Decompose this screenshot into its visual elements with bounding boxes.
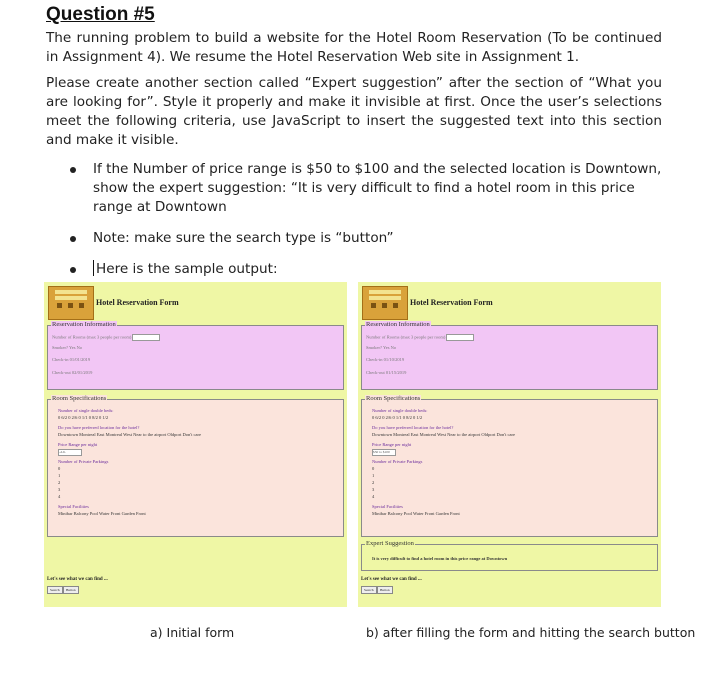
room-specs-fieldset xyxy=(361,395,658,537)
list-item: Here is the sample output: xyxy=(66,260,666,279)
rooms-input[interactable] xyxy=(446,334,474,341)
location-label: Do you have preferred location for the hotel? xyxy=(58,425,140,430)
parking-option[interactable]: 2 xyxy=(58,480,61,485)
beds-options[interactable]: 0 6/2 0 2/6 0 1/1 0 8/2 0 1/2 xyxy=(58,415,109,420)
facilities-options[interactable]: Minibar Balcony Pool Water Front Garden Front xyxy=(372,511,460,516)
search-button[interactable]: Search xyxy=(361,586,377,594)
lets-see-heading: Let's see what we can find ... xyxy=(361,577,422,582)
price-select[interactable]: -All- xyxy=(58,449,82,456)
parking-label: Number of Private Parkings xyxy=(372,459,423,464)
sample-screenshot-initial xyxy=(44,282,347,607)
checkout-row: Check-out 02/01/2019 xyxy=(52,370,93,375)
caption-after-search: b) after filling the form and hitting the search button xyxy=(366,625,696,640)
reservation-fieldset xyxy=(47,321,344,390)
rooms-row: Number of Rooms (max 3 people per room) xyxy=(366,334,474,341)
expert-suggestion-fieldset xyxy=(361,540,658,571)
reservation-legend: Reservation Information xyxy=(52,321,116,328)
rooms-row: Number of Rooms (max 3 people per room) xyxy=(52,334,160,341)
list-item: If the Number of price range is $50 to $100 and the selected location is Downtown, show the expert suggestion: “It is very difficult to find a hotel room in this price range at Downtown xyxy=(66,160,666,217)
expert-suggestion-legend: Expert Suggestion xyxy=(366,540,414,547)
plain-button[interactable]: Button xyxy=(63,586,79,594)
room-specs-fieldset xyxy=(47,395,344,537)
checkin-row: Check-in 01/10/2019 xyxy=(366,357,405,362)
price-label: Price Range per night xyxy=(372,442,412,447)
lets-see-heading: Let's see what we can find ... xyxy=(47,577,108,582)
location-options[interactable]: Downtown Montreal East Montreal West Near to the airport Oldport Don't care xyxy=(58,432,201,437)
caption-initial-form: a) Initial form xyxy=(150,625,235,640)
checkout-row: Check-out 01/15/2019 xyxy=(366,370,407,375)
facilities-label: Special Facilities xyxy=(372,504,403,509)
price-label: Price Range per night xyxy=(58,442,98,447)
beds-options[interactable]: 0 6/2 0 2/6 0 1/1 0 8/2 0 1/2 xyxy=(372,415,423,420)
search-button[interactable]: Search xyxy=(47,586,63,594)
sample-screenshot-result xyxy=(358,282,661,607)
beds-label: Number of single double beds: xyxy=(372,408,428,413)
parking-option[interactable]: 3 xyxy=(58,487,61,492)
bullet-icon xyxy=(70,236,76,242)
expert-suggestion-text: It is very difficult to find a hotel room in this price range at Downtown xyxy=(372,556,508,561)
checkin-row: Check-in 01/01/2019 xyxy=(52,357,91,362)
parking-option[interactable]: 2 xyxy=(372,480,375,485)
list-item: Note: make sure the search type is “button” xyxy=(66,229,666,248)
form-title: Hotel Reservation Form xyxy=(410,298,493,307)
requirements-list xyxy=(66,160,666,291)
parking-option[interactable]: 1 xyxy=(372,473,375,478)
hotel-logo-icon xyxy=(362,286,408,320)
reservation-legend: Reservation Information xyxy=(366,321,430,328)
text-cursor xyxy=(93,260,94,276)
parking-option[interactable]: 1 xyxy=(58,473,61,478)
facilities-label: Special Facilities xyxy=(58,504,89,509)
facilities-options[interactable]: Minibar Balcony Pool Water Front Garden Front xyxy=(58,511,146,516)
parking-option[interactable]: 4 xyxy=(58,494,61,499)
bullet-icon xyxy=(70,267,76,273)
room-specs-legend: Room Specifications xyxy=(366,395,421,402)
instructions-paragraph: Please create another section called “Expert suggestion” after the section of “What you are looking for”. Style it properly and make it invisible at first. Once the user’s selections meet the following criteria, use JavaScript to insert the suggested text into this section and make it visible. xyxy=(46,75,662,148)
parking-option[interactable]: 0 xyxy=(58,466,61,471)
intro-paragraph: The running problem to build a website for the Hotel Room Reservation (To be continued in Assignment 4). We resume the Hotel Reservation Web site in Assignment 1. xyxy=(46,30,662,65)
parking-option[interactable]: 3 xyxy=(372,487,375,492)
question-title: Question #5 xyxy=(46,4,155,25)
plain-button[interactable]: Button xyxy=(377,586,393,594)
smoker-row: Smoker? Yes No xyxy=(366,345,397,350)
smoker-row: Smoker? Yes No xyxy=(52,345,83,350)
parking-label: Number of Private Parkings xyxy=(58,459,109,464)
bullet-icon xyxy=(70,167,76,173)
beds-label: Number of single double beds: xyxy=(58,408,114,413)
room-specs-legend: Room Specifications xyxy=(52,395,107,402)
price-select[interactable]: $50 to $100 xyxy=(372,449,396,456)
reservation-fieldset xyxy=(361,321,658,390)
location-options[interactable]: Downtown Montreal East Montreal West Near to the airport Oldport Don't care xyxy=(372,432,515,437)
form-title: Hotel Reservation Form xyxy=(96,298,179,307)
location-label: Do you have preferred location for the hotel? xyxy=(372,425,454,430)
hotel-logo-icon xyxy=(48,286,94,320)
parking-option[interactable]: 4 xyxy=(372,494,375,499)
parking-option[interactable]: 0 xyxy=(372,466,375,471)
rooms-input[interactable] xyxy=(132,334,160,341)
